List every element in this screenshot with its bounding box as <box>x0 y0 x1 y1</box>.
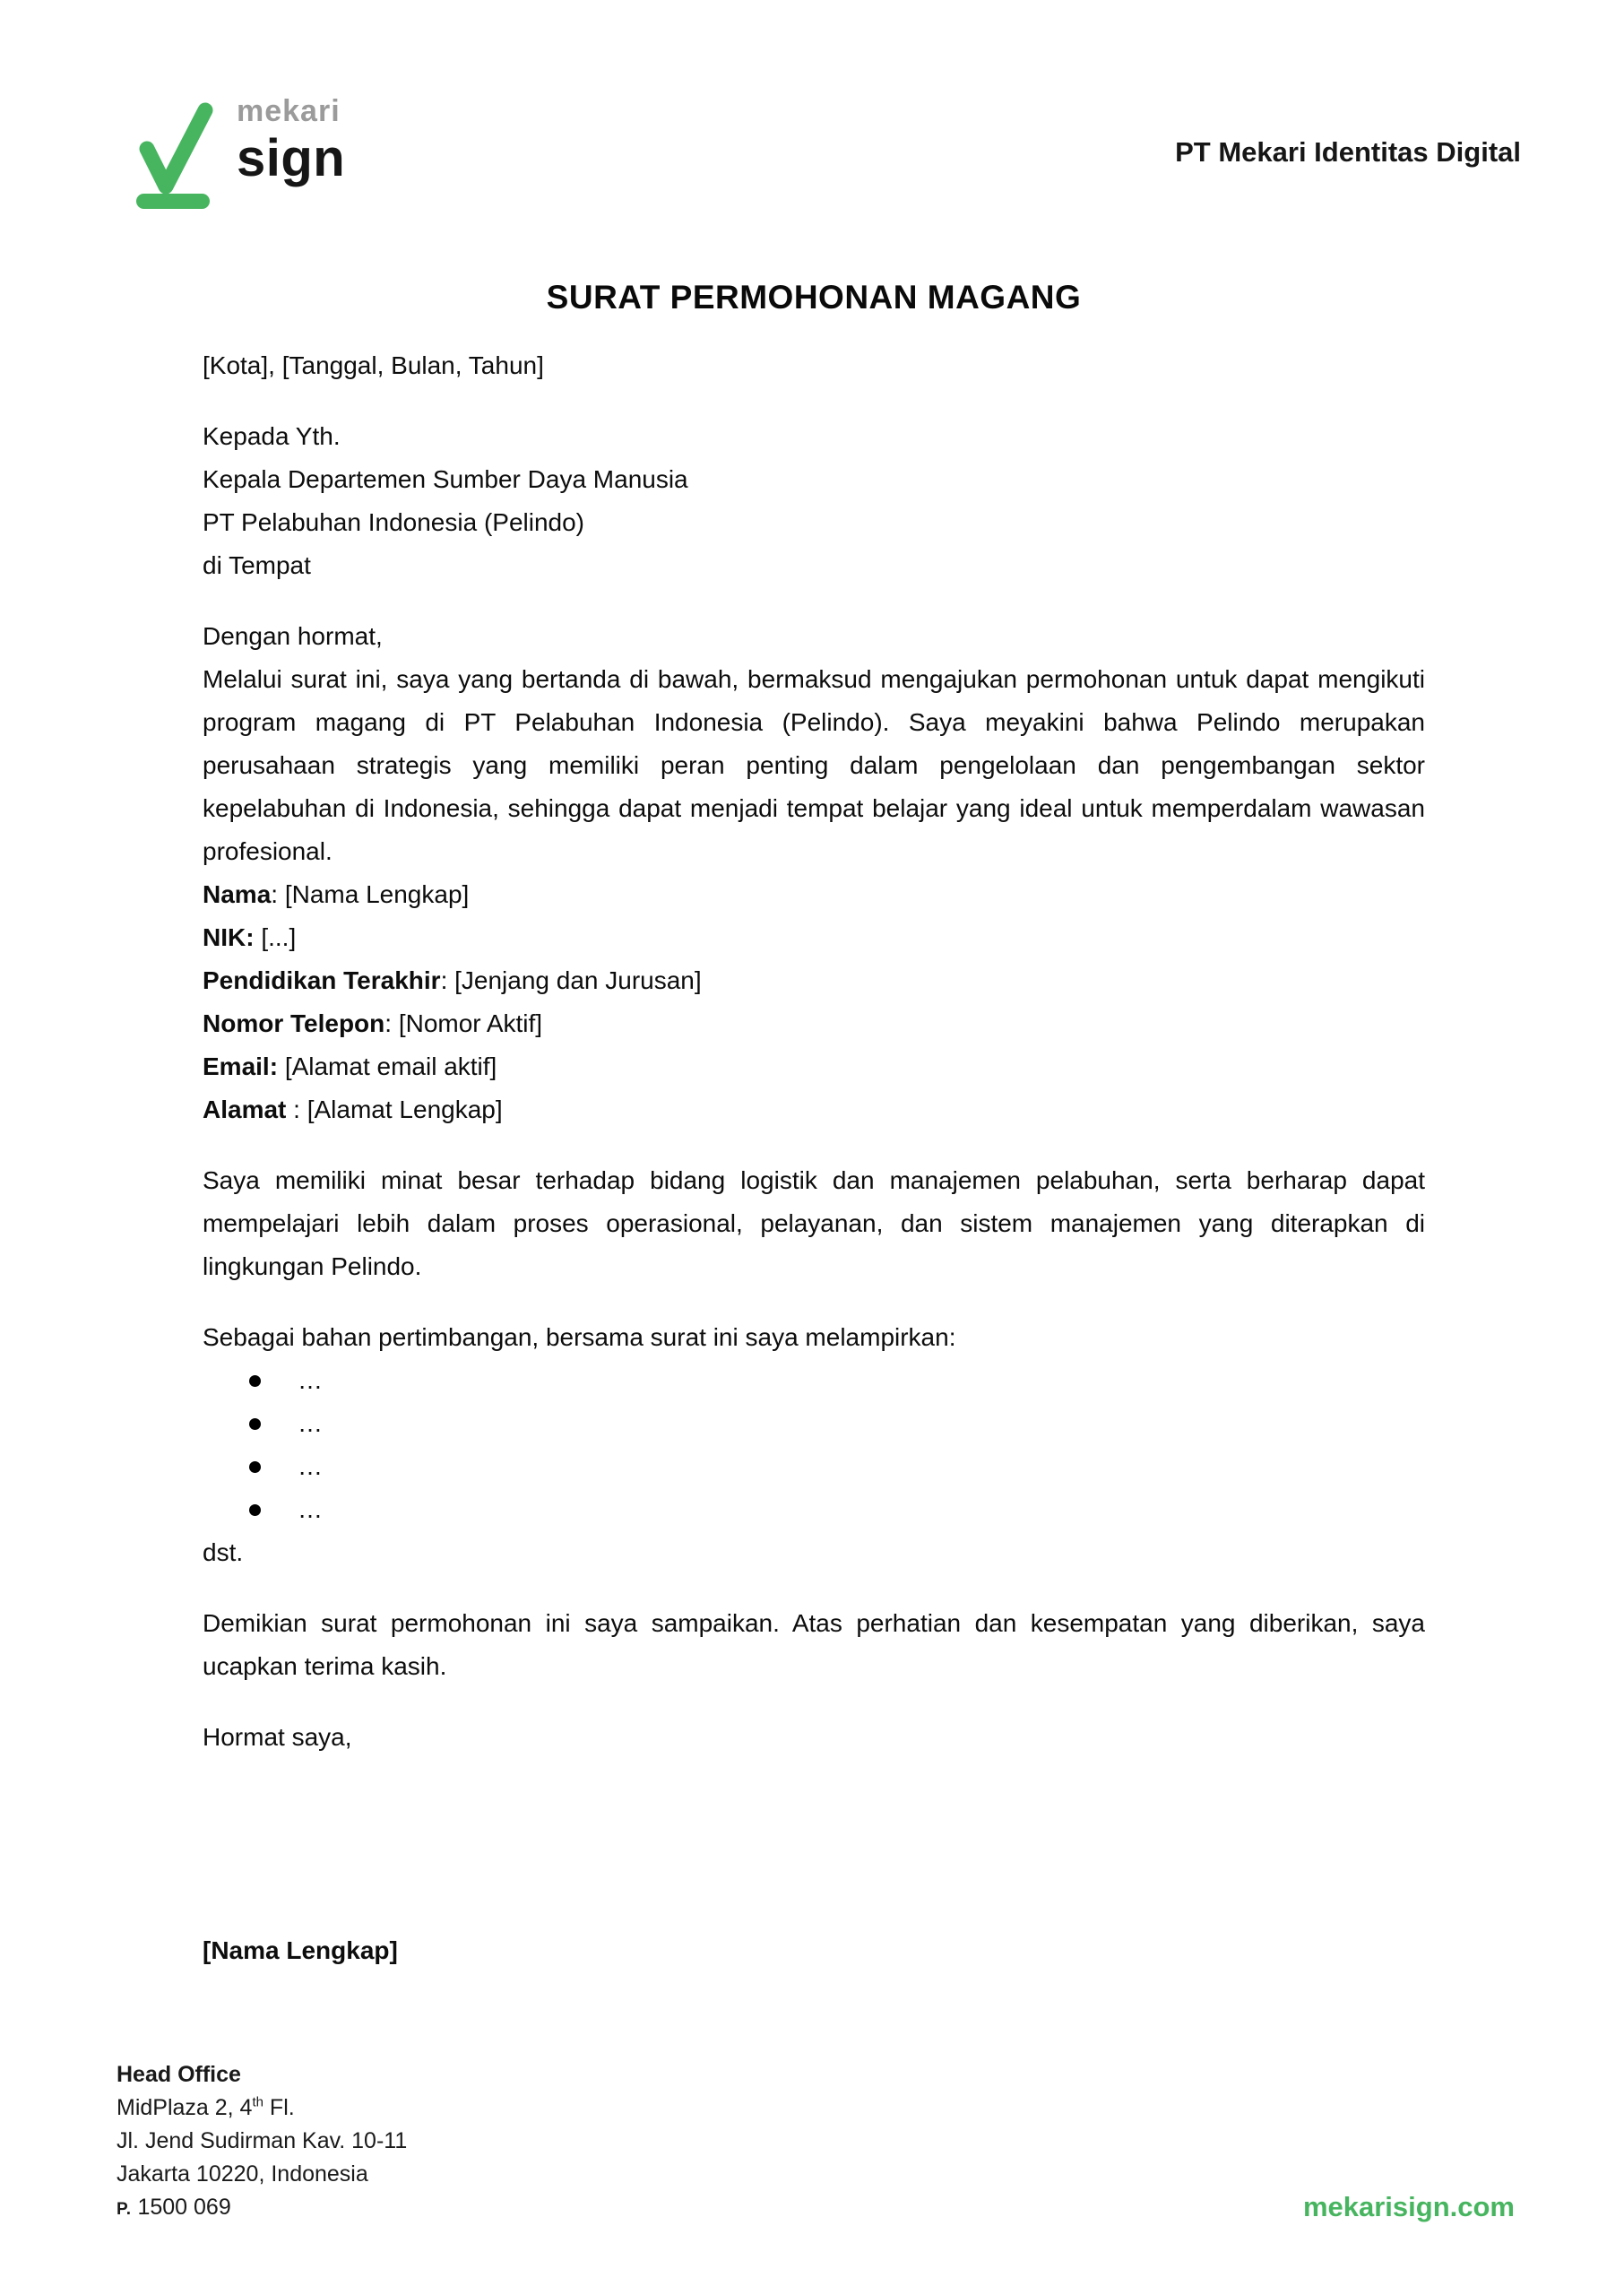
recipient-line: PT Pelabuhan Indonesia (Pelindo) <box>203 508 585 536</box>
list-item-text: … <box>298 1452 323 1480</box>
field-value: [Alamat Lengkap] <box>307 1096 503 1123</box>
opening-section <box>203 615 1425 1131</box>
attachments-section <box>203 1316 1425 1574</box>
list-item <box>203 1359 1425 1402</box>
list-item <box>203 1488 1425 1531</box>
footer-address-block <box>117 2058 407 2226</box>
logo-brand-sign: sign <box>237 129 346 187</box>
recipient-line: Kepala Departemen Sumber Daya Manusia <box>203 465 688 493</box>
phone-number: 1500 069 <box>131 2195 231 2220</box>
field-alamat: Alamat : [Alamat Lengkap] <box>203 1096 503 1123</box>
salutation: Dengan hormat, <box>203 622 383 650</box>
logo-brand-mekari: mekari <box>237 94 341 128</box>
field-value: [Alamat email aktif] <box>284 1052 497 1080</box>
bullet-dot-icon <box>249 1418 261 1430</box>
field-value: [...] <box>261 923 297 951</box>
applicant-fields <box>203 873 1425 1131</box>
ordinal-suffix: th <box>252 2094 263 2110</box>
phone-label: P. <box>117 2200 132 2219</box>
attachments-list <box>203 1359 1425 1531</box>
company-name: PT Mekari Identitas Digital <box>1175 136 1521 168</box>
address-line-2: Jl. Jend Sudirman Kav. 10-11 <box>117 2128 408 2153</box>
bullet-dot-icon <box>249 1504 261 1516</box>
field-nik: NIK: [...] <box>203 923 297 951</box>
letter-body <box>203 276 1425 1972</box>
logo-wordmark <box>237 93 345 186</box>
opening-paragraph: Melalui surat ini, saya yang bertanda di bawah, bermaksud mengajukan permohonan untuk dapat mengikuti program magang di PT Pelabuhan Indonesia (Pelindo). Saya meyakini bahwa Pelindo merupakan perusahaan strategis yang memiliki peran penting dalam pengelolaan dan pengembangan sektor kepelabuhan di Indonesia, sehingga dapat menjadi tempat belajar yang ideal untuk memperdalam wawasan profesional. <box>203 665 1425 865</box>
website-link[interactable]: mekarisign.com <box>1302 2191 1515 2222</box>
recipient-line: Kepada Yth. <box>203 422 341 450</box>
signoff: Hormat saya, <box>203 1723 352 1751</box>
date-placeholder-line: [Kota], [Tanggal, Bulan, Tahun] <box>203 351 544 379</box>
list-item-text: … <box>298 1495 323 1523</box>
signature-name-placeholder: [Nama Lengkap] <box>203 1936 398 1964</box>
field-telepon: Nomor Telepon: [Nomor Aktif] <box>203 1009 543 1037</box>
letter-title: SURAT PERMOHONAN MAGANG <box>546 279 1082 316</box>
list-item <box>203 1445 1425 1488</box>
address-line-3: Jakarta 10220, Indonesia <box>117 2161 368 2187</box>
head-office-title: Head Office <box>117 2062 241 2087</box>
phone-line <box>117 2191 407 2226</box>
etc-label: dst. <box>203 1538 244 1566</box>
interest-paragraph: Saya memiliki minat besar terhadap bidang logistik dan manajemen pelabuhan, serta berharap dapat mempelajari lebih dalam proses operasional, pelayanan, dan sistem manajemen yang diterapkan di lingkungan Pelindo. <box>203 1166 1425 1280</box>
field-value: [Nomor Aktif] <box>398 1009 543 1037</box>
list-item <box>203 1402 1425 1445</box>
recipient-block <box>203 415 1425 587</box>
field-email: Email: [Alamat email aktif] <box>203 1052 497 1080</box>
list-item-text: … <box>298 1409 323 1437</box>
field-value: [Nama Lengkap] <box>284 880 470 908</box>
attachments-intro: Sebagai bahan pertimbangan, bersama surat ini saya melampirkan: <box>203 1323 956 1351</box>
recipient-line: di Tempat <box>203 551 311 579</box>
field-value: [Jenjang dan Jurusan] <box>454 966 702 994</box>
list-item-text: … <box>298 1366 323 1394</box>
mekari-sign-logo <box>134 93 345 210</box>
closing-paragraph: Demikian surat permohonan ini saya sampaikan. Atas perhatian dan kesempatan yang diberikan, saya ucapkan terima kasih. <box>203 1609 1425 1680</box>
field-nama: Nama: [Nama Lengkap] <box>203 880 470 908</box>
bullet-dot-icon <box>249 1461 261 1473</box>
green-checkmark-icon <box>134 99 217 210</box>
address-line-1: MidPlaza 2, 4th Fl. <box>117 2094 295 2120</box>
field-pendidikan: Pendidikan Terakhir: [Jenjang dan Jurusan] <box>203 966 702 994</box>
bullet-dot-icon <box>249 1375 261 1387</box>
